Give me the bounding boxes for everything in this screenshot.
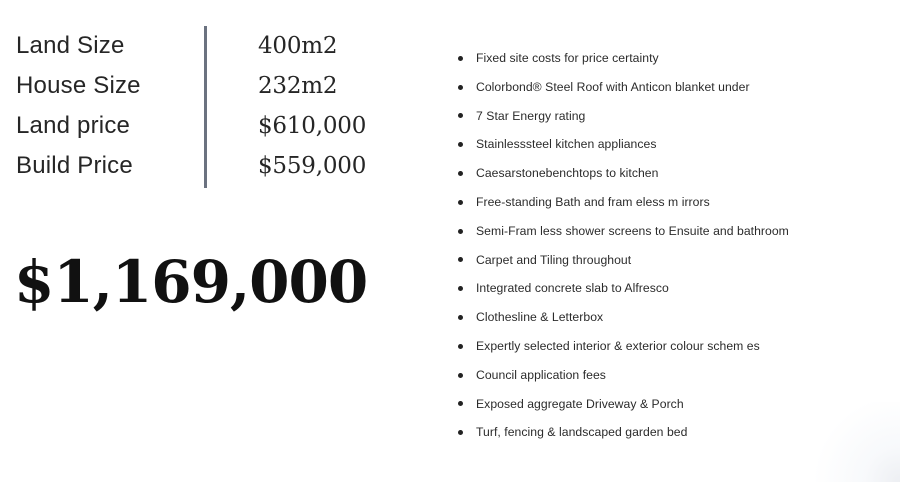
feature-item <box>458 130 888 159</box>
property-details-panel <box>16 26 396 190</box>
build-price-value: $559,000 <box>258 153 367 179</box>
feature-item <box>458 332 888 361</box>
feature-text: Caesarstonebenchtops to kitchen <box>476 166 659 181</box>
land-price-label: Land price <box>16 112 131 139</box>
land-size-value: 400m2 <box>258 33 338 59</box>
feature-text: Free-standing Bath and fram eless m irrors <box>476 194 710 209</box>
bullet-icon <box>458 344 463 349</box>
feature-text: Carpet and Tiling throughout <box>476 252 632 267</box>
feature-item <box>458 246 888 275</box>
details-divider <box>204 26 207 188</box>
bullet-icon <box>458 142 463 147</box>
feature-item <box>458 188 888 217</box>
property-detail-values <box>258 26 408 186</box>
bullet-icon <box>458 113 463 118</box>
feature-text: Expertly selected interior & exterior colour schem es <box>476 338 760 353</box>
bullet-icon <box>458 315 463 320</box>
bullet-icon <box>458 200 463 205</box>
feature-item <box>458 303 888 332</box>
feature-item <box>458 73 888 102</box>
bullet-icon <box>458 286 463 291</box>
total-price: $1,169,000 <box>14 248 368 316</box>
feature-text: Stainlesssteel kitchen appliances <box>476 137 657 152</box>
feature-text: Exposed aggregate Driveway & Porch <box>476 396 684 411</box>
bullet-icon <box>458 56 463 61</box>
build-price-label: Build Price <box>16 152 133 179</box>
feature-item <box>458 217 888 246</box>
bullet-icon <box>458 257 463 262</box>
house-size-label: House Size <box>16 72 141 99</box>
bullet-icon <box>458 229 463 234</box>
feature-item <box>458 418 888 447</box>
feature-text: Colorbond® Steel Roof with Anticon blanket under <box>476 79 750 94</box>
bullet-icon <box>458 85 463 90</box>
feature-text: Turf, fencing & landscaped garden bed <box>476 425 688 440</box>
feature-item <box>458 44 888 73</box>
house-size-value: 232m2 <box>258 73 338 99</box>
land-size-label: Land Size <box>16 32 125 59</box>
bullet-icon <box>458 430 463 435</box>
features-list <box>458 44 888 447</box>
feature-item <box>458 102 888 131</box>
feature-item <box>458 274 888 303</box>
bullet-icon <box>458 373 463 378</box>
property-detail-labels <box>16 26 206 186</box>
feature-item <box>458 390 888 419</box>
feature-text: Clothesline & Letterbox <box>476 310 604 325</box>
bullet-icon <box>458 401 463 406</box>
feature-text: 7 Star Energy rating <box>476 108 586 123</box>
land-price-value: $610,000 <box>258 113 367 139</box>
feature-text: Fixed site costs for price certainty <box>476 51 659 65</box>
feature-text: Integrated concrete slab to Alfresco <box>476 281 669 296</box>
feature-text: Semi-Fram less shower screens to Ensuite and bathroom <box>476 223 789 238</box>
feature-item <box>458 361 888 390</box>
feature-item <box>458 159 888 188</box>
bullet-icon <box>458 171 463 176</box>
feature-text: Council application fees <box>476 367 606 382</box>
